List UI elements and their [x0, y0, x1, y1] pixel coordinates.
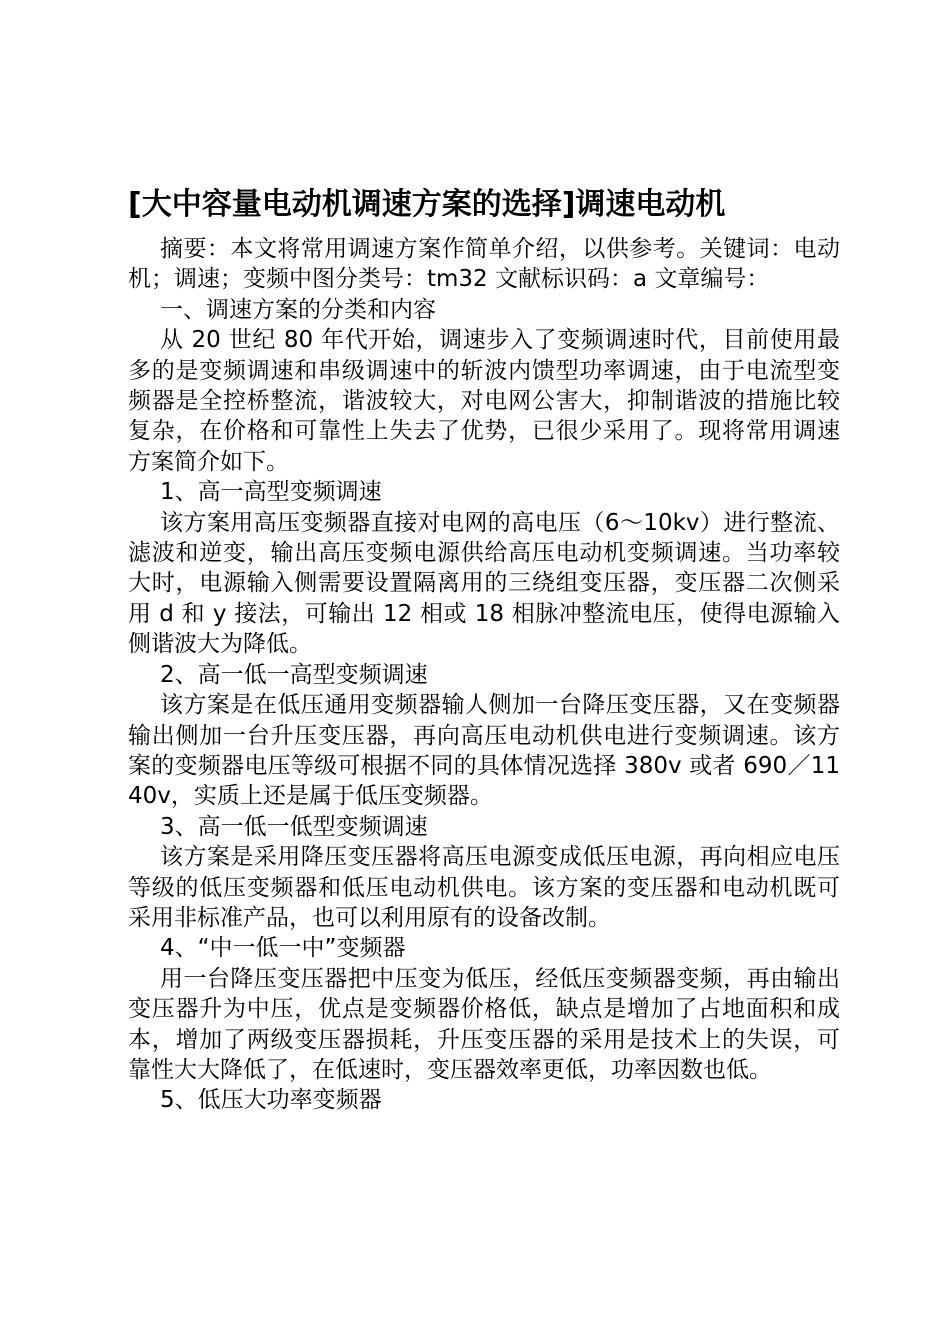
subsection-heading: 2、高一低一高型变频调速	[160, 661, 428, 688]
body-paragraph: 该方案是在低压通用变频器输人侧加一台降压变压器，又在变频器输出侧加一台升压变压器，再向高压电动机供电进行变频调速。该方案的变频器电压等级可根据不同的具体情况选择 380v 或者 690／1140v，实质上还是属于低压变频器。	[128, 692, 840, 810]
subsection-heading: 5、低压大功率变频器	[160, 1087, 382, 1114]
subsection-heading: 4、“中一低一中”变频器	[160, 935, 406, 962]
subsection-heading: 3、高一低一低型变频调速	[160, 813, 428, 840]
body-paragraph: 用一台降压变压器把中压变为低压，经低压变频器变频，再由输出变压器升为中压，优点是变频器价格低，缺点是增加了占地面积和成本，增加了两级变压器损耗，升压变压器的采用是技术上的失误，可靠性大大降低了，在低速时，变压器效率更低，功率因数也低。	[128, 965, 840, 1083]
abstract-paragraph: 摘要：本文将常用调速方案作简单介绍，以供参考。关键词：电动机；调速；变频中图分类号：tm32 文献标识码：a 文章编号：	[128, 236, 840, 293]
subsection-heading: 1、高一高型变频调速	[160, 479, 382, 506]
body-paragraph: 从 20 世纪 80 年代开始，调速步入了变频调速时代，目前使用最多的是变频调速和串级调速中的斩波内馈型功率调速，由于电流型变频器是全控桥整流，谐波较大，对电网公害大，抑制谐波的措施比较复杂，在价格和可靠性上失去了优势，已很少采用了。现将常用调速方案简介如下。	[128, 327, 840, 475]
section-heading: 一、调速方案的分类和内容	[160, 296, 436, 323]
body-paragraph: 该方案用高压变频器直接对电网的高电压（6～10kv）进行整流、滤波和逆变，输出高压变频电源供给高压电动机变频调速。当功率较大时，电源输入侧需要设置隔离用的三绕组变压器，变压器二次侧采用 d 和 y 接法，可输出 12 相或 18 相脉冲整流电压，使得电源输入侧谐波大为降低。	[128, 509, 840, 658]
document-title: [大中容量电动机调速方案的选择]调速电动机	[128, 187, 726, 222]
body-paragraph: 该方案是采用降压变压器将高压电源变成低压电源，再向相应电压等级的低压变频器和低压电动机供电。该方案的变压器和电动机既可采用非标准产品，也可以利用原有的设备改制。	[128, 844, 840, 931]
document-body	[128, 234, 840, 1116]
